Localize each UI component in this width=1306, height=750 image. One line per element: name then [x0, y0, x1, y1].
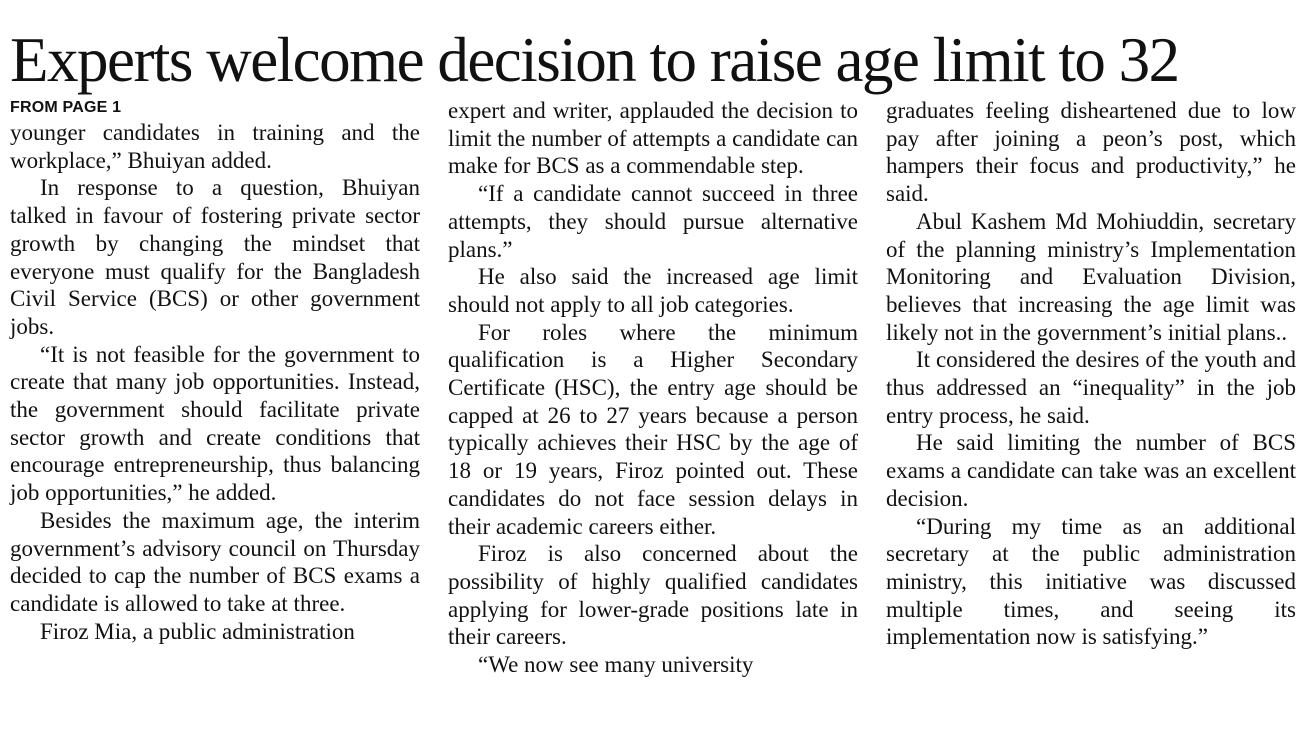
paragraph: “We now see many university [478, 652, 754, 678]
headline: Experts welcome decision to raise age limit to 32 [10, 25, 1179, 95]
paragraph: In response to a question, Bhuiyan talked in favour of fostering private sector growth by changing the mindset that everyone must qualify for the Bangladesh Civil Service (BCS) or other government jobs. [10, 175, 420, 339]
paragraph: Firoz is also concerned about the possibility of highly qualified candidates applying for lower-grade positions late in their careers. [448, 541, 858, 650]
paragraph: graduates feeling disheartened due to low pay after joining a peon’s post, which hampers their focus and productivity,” he said. [886, 98, 1296, 207]
paragraph: “It is not feasible for the government to create that many job opportunities. Instead, the government should facilitate private sector growth and create conditions that encourage entrepreneurship, thus balancing job opportunities,” he added. [10, 341, 420, 506]
paragraph: “If a candidate cannot succeed in three attempts, they should pursue alternative plans.” [448, 181, 858, 262]
article-column-2 [448, 97, 858, 679]
paragraph: Abul Kashem Md Mohiuddin, secretary of the planning ministry’s Implementation Monitoring and Evaluation Division, believes that increasing the age limit was likely not in the government’s initial plans.. [886, 208, 1296, 345]
paragraph: For roles where the minimum qualification is a Higher Secondary Certificate (HSC), the entry age should be capped at 26 to 27 years because a person typically achieves their HSC by the age of 18 or 19 years, Firoz pointed out. These candidates do not face session delays in their academic careers either. [448, 319, 858, 539]
paragraph: younger candidates in training and the workplace,” Bhuiyan added. [10, 120, 420, 173]
paragraph: expert and writer, applauded the decision to limit the number of attempts a candidate can make for BCS as a commendable step. [448, 98, 858, 179]
paragraph: Firoz Mia, a public administration [40, 618, 355, 644]
paragraph: He also said the increased age limit should not apply to all job categories. [448, 264, 858, 317]
paragraph: It considered the desires of the youth and thus addressed an “inequality” in the job entry process, he said. [886, 347, 1296, 428]
paragraph: Besides the maximum age, the interim government’s advisory council on Thursday decided to cap the number of BCS exams a candidate is allowed to take at three. [10, 507, 420, 616]
article-column-3 [886, 97, 1296, 651]
paragraph: “During my time as an additional secretary at the public administration ministry, this initiative was discussed multiple times, and seeing its implementation now is satisfying.” [886, 513, 1296, 650]
article-column-1 [10, 97, 420, 645]
paragraph: He said limiting the number of BCS exams a candidate can take was an excellent decision. [886, 430, 1296, 511]
jump-line: FROM PAGE 1 [10, 99, 122, 116]
